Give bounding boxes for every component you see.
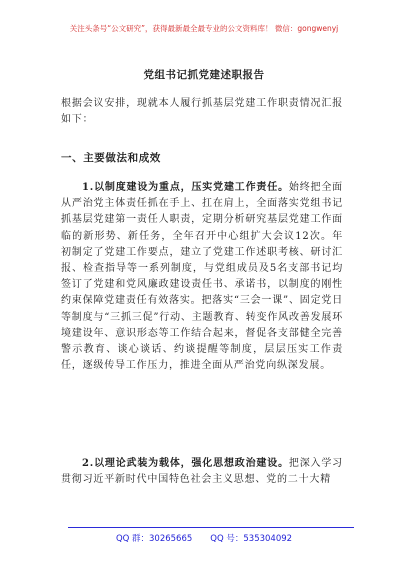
header-banner: 关注头条号“公文研究”，获得最新最全最专业的公文资料库！ 微信：gongwenyj (69, 24, 339, 33)
paragraph-2 (61, 456, 343, 488)
document-title: 党组书记抓党建述职报告 (143, 69, 265, 81)
paragraph-2-body: 把深入学习贯彻习近平新时代中国特色社会主义思想、党的二十大精 (61, 458, 343, 486)
paragraph-2-lead: 2.以理论武装为载体，强化思想政治建设。 (82, 458, 289, 469)
paragraph-1-lead: 1.以制度建设为重点，压实党建工作责任。 (82, 182, 289, 193)
footer-divider (68, 527, 354, 528)
paragraph-1 (61, 180, 343, 374)
intro-paragraph: 根据会议安排，现就本人履行抓基层党建工作职责情况汇报如下： (61, 98, 343, 126)
paragraph-1-body: 始终把全面从严治党主体责任抓在手上、扛在肩上，全面落实党组书记抓基层党建第一责任人职责，定期分析研究基层党建工作面临的新形势、新任务，全年召开中心组扩大会议12次。年初制定了党建工作要点，建立了党建工作述职考核、研讨汇报、检查指导等一系列制度，与党组成员及5名支部书记均签订了党建和党风廉政建设责任书、承诺书，以制度的刚性约束保障党建责任有效落实。把落实“三会一课”、固定党日等制度与“三抓三促”行动、主题教育、转变作风改善发展环境建设年、意识形态等工作结合起来，督促各支部健全完善警示教育、谈心谈话、约谈提醒等制度，层层压实工作责任，逐级传导工作压力，推进全面从严治党向纵深发展。 (61, 182, 343, 372)
footer-contact (0, 534, 408, 545)
footer-qq-group: QQ 群：30265665 (115, 534, 193, 544)
footer-qq-number: QQ 号：535304092 (210, 534, 293, 544)
section-heading-1: 一、主要做法和成效 (61, 152, 161, 164)
